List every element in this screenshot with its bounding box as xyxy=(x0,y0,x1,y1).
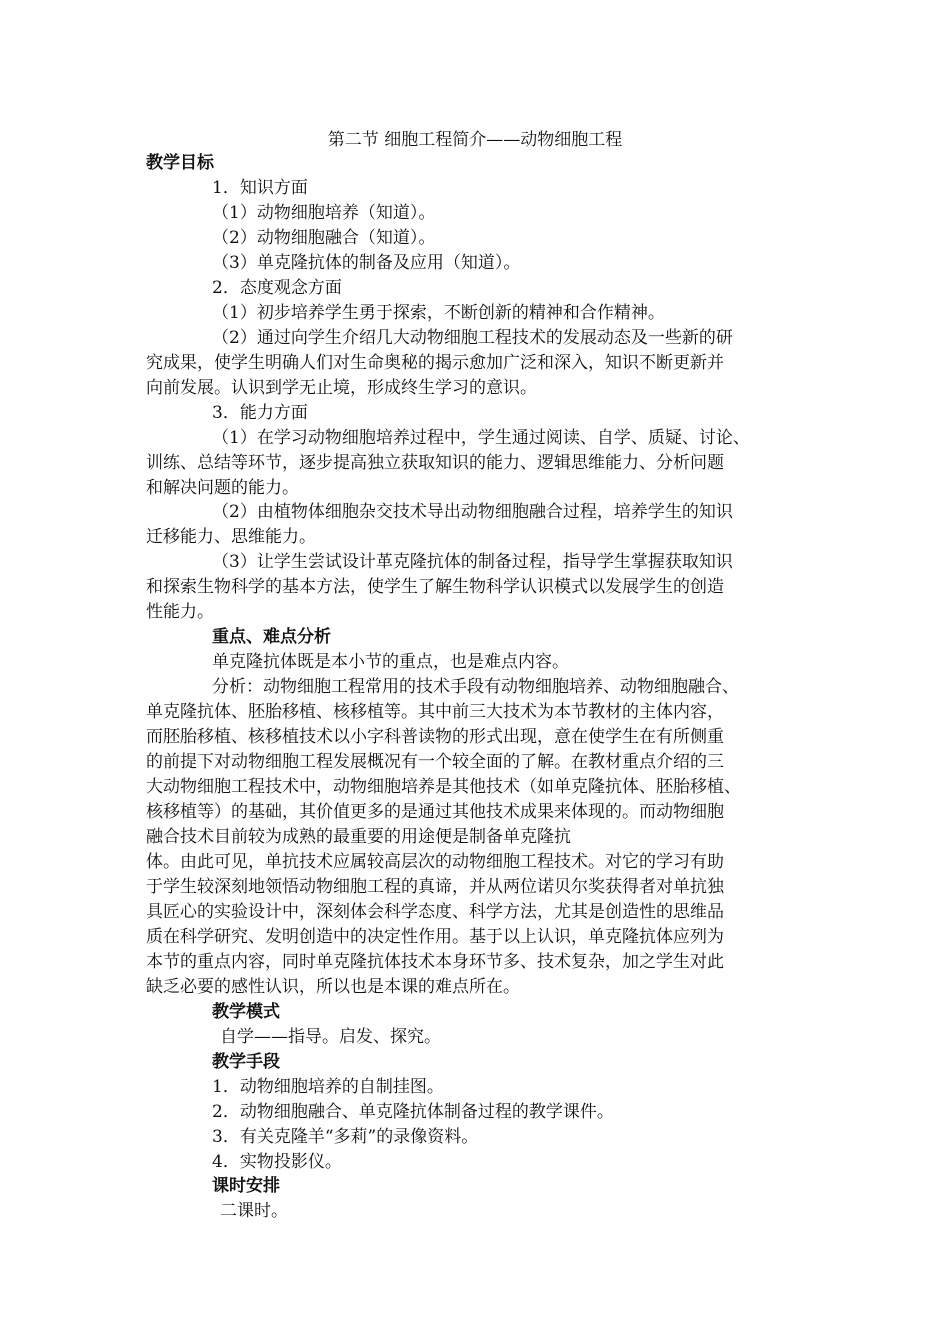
attitude-item-line: 向前发展。认识到学无止境，形成终生学习的意识。 xyxy=(146,378,537,398)
knowledge-heading: 1．知识方面 xyxy=(212,178,308,198)
analysis-line: 质在科学研究、发明创造中的决定性作用。基于以上认识，单克隆抗体应列为 xyxy=(146,927,724,947)
ability-heading: 3．能力方面 xyxy=(212,403,308,423)
teaching-goals-heading: 教学目标 xyxy=(146,153,214,173)
ability-item-line: 和探索生物科学的基本方法，使学生了解生物科学认识模式以发展学生的创造 xyxy=(146,577,724,597)
knowledge-item: （2）动物细胞融合（知道）。 xyxy=(212,228,436,248)
knowledge-item: （3）单克隆抗体的制备及应用（知道）。 xyxy=(212,253,521,273)
analysis-line: 融合技术目前较为成熟的最重要的用途便是制备单克隆抗 xyxy=(146,827,571,847)
ability-item-line: （3）让学生尝试设计革克隆抗体的制备过程，指导学生掌握获取知识 xyxy=(212,552,733,572)
analysis-line: 具匠心的实验设计中，深刻体会科学态度、科学方法，尤其是创造性的思维品 xyxy=(146,902,724,922)
analysis-line: 单克隆抗体、胚胎移植、核移植等。其中前三大技术为本节教材的主体内容， xyxy=(146,702,724,722)
schedule-text: 二课时。 xyxy=(220,1201,288,1221)
analysis-line: 大动物细胞工程技术中，动物细胞培养是其他技术（如单克隆抗体、胚胎移植、 xyxy=(146,777,741,797)
schedule-heading: 课时安排 xyxy=(212,1176,280,1196)
analysis-line: 分析：动物细胞工程常用的技术手段有动物细胞培养、动物细胞融合、 xyxy=(212,677,739,697)
ability-item-line: （2）由植物体细胞杂交技术导出动物细胞融合过程，培养学生的知识 xyxy=(212,502,733,522)
attitude-item: （1）初步培养学生勇于探索，不断创新的精神和合作精神。 xyxy=(212,303,665,323)
analysis-line: 而胚胎移植、核移植技术以小字科普读物的形式出现，意在使学生在有所侧重 xyxy=(146,727,724,747)
teaching-means-item: 1．动物细胞培养的自制挂图。 xyxy=(212,1077,444,1097)
teaching-means-heading: 教学手段 xyxy=(212,1052,280,1072)
key-points-summary: 单克隆抗体既是本小节的重点，也是难点内容。 xyxy=(212,652,569,672)
ability-item-line: 迁移能力、思维能力。 xyxy=(146,527,316,547)
ability-item-line: 性能力。 xyxy=(146,602,214,622)
attitude-item-line: （2）通过向学生介绍几大动物细胞工程技术的发展动态及一些新的研 xyxy=(212,328,733,348)
attitude-item-line: 究成果，使学生明确人们对生命奥秘的揭示愈加广泛和深入，知识不断更新并 xyxy=(146,353,724,373)
attitude-heading: 2．态度观念方面 xyxy=(212,278,342,298)
ability-item-line: （1）在学习动物细胞培养过程中，学生通过阅读、自学、质疑、讨论、 xyxy=(212,428,750,448)
ability-item-line: 和解决问题的能力。 xyxy=(146,478,299,498)
teaching-means-item: 2．动物细胞融合、单克隆抗体制备过程的教学课件。 xyxy=(212,1102,614,1122)
analysis-line: 本节的重点内容，同时单克隆抗体技术本身环节多、技术复杂，加之学生对此 xyxy=(146,952,724,972)
analysis-line: 的前提下对动物细胞工程发展概况有一个较全面的了解。在教材重点介绍的三 xyxy=(146,752,724,772)
teaching-mode-heading: 教学模式 xyxy=(212,1002,280,1022)
analysis-line: 核移植等）的基础，其价值更多的是通过其他技术成果来体现的。而动物细胞 xyxy=(146,802,724,822)
teaching-mode-text: 自学——指导。启发、探究。 xyxy=(220,1027,441,1047)
teaching-means-item: 3．有关克隆羊“多莉”的录像资料。 xyxy=(212,1127,479,1147)
analysis-line: 于学生较深刻地领悟动物细胞工程的真谛，并从两位诺贝尔奖获得者对单抗独 xyxy=(146,877,724,897)
knowledge-item: （1）动物细胞培养（知道）。 xyxy=(212,203,436,223)
key-points-heading: 重点、难点分析 xyxy=(212,627,331,647)
page-title: 第二节 细胞工程简介——动物细胞工程 xyxy=(327,130,623,150)
analysis-line: 体。由此可见，单抗技术应属较高层次的动物细胞工程技术。对它的学习有助 xyxy=(146,852,724,872)
teaching-means-item: 4．实物投影仪。 xyxy=(212,1152,342,1172)
analysis-line: 缺乏必要的感性认识，所以也是本课的难点所在。 xyxy=(146,977,520,997)
ability-item-line: 训练、总结等环节，逐步提高独立获取知识的能力、逻辑思维能力、分析问题 xyxy=(146,453,724,473)
